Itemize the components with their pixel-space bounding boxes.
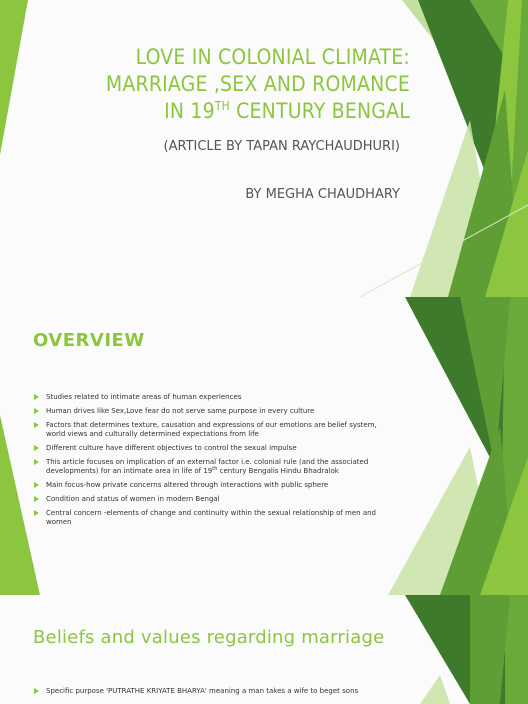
subtitle: (ARTICLE BY TAPAN RAYCHAUDHURI) — [163, 139, 400, 154]
bullet-arrow-icon — [34, 482, 39, 488]
section-heading: Beliefs and values regarding marriage — [33, 627, 385, 648]
list-item-text: Different culture have different objectives to control the sexual impulse — [46, 444, 297, 452]
list-item — [34, 509, 394, 527]
title-line: LOVE IN COLONIAL CLIMATE: — [135, 45, 410, 69]
overview-slide — [0, 297, 528, 595]
list-item-text: Main focus-how private concerns altered through interactions with public sphere — [46, 481, 329, 489]
bullet-arrow-icon — [34, 422, 39, 428]
list-item — [34, 421, 394, 439]
title-line3-prefix: IN 19 — [164, 99, 215, 123]
bullet-list — [34, 393, 394, 532]
bullet-arrow-icon — [34, 408, 39, 414]
section-heading: OVERVIEW — [33, 330, 145, 351]
bullet-arrow-icon — [34, 459, 39, 465]
bullet-arrow-icon — [34, 394, 39, 400]
title-slide — [0, 0, 528, 297]
bullet-arrow-icon — [34, 496, 39, 502]
title-line — [50, 98, 410, 125]
list-item — [34, 481, 394, 490]
list-item-text: Human drives like Sex,Love fear do not serve same purpose in every culture — [46, 407, 315, 415]
byline: BY MEGHA CHAUDHARY — [245, 187, 400, 202]
list-item — [34, 444, 394, 453]
title-line: MARRIAGE ,SEX AND ROMANCE — [105, 72, 410, 96]
bullet-arrow-icon — [34, 510, 39, 516]
list-item-text: This article focuses on implication of an external factor i.e. colonial rule (and the associated developments) for an intimate area in life of 19th century Bengalis Hindu Bhadralok — [46, 458, 369, 475]
title-superscript: TH — [214, 99, 230, 113]
list-item — [34, 495, 394, 504]
list-item-text: Central concern -elements of change and continuity within the sexual relationship of men and women — [46, 509, 376, 526]
title-line3-suffix: CENTURY BENGAL — [229, 99, 410, 123]
bullet-arrow-icon — [34, 688, 39, 694]
list-item-text: Studies related to intimate areas of human experiences — [46, 393, 242, 401]
page-title — [50, 44, 410, 125]
beliefs-slide — [0, 595, 528, 704]
list-item — [34, 458, 394, 476]
list-item-text: Factors that determines texture, causation and expressions of our emotions are belief system, world views and culturally determined expectations from life — [46, 421, 377, 438]
list-item-text: Condition and status of women in modern Bengal — [46, 495, 220, 503]
superscript: th — [212, 466, 218, 472]
list-item — [34, 687, 358, 696]
list-item-text: Specific purpose 'PUTRATHE KRIYATE BHARYA' meaning a man takes a wife to beget sons — [46, 687, 359, 695]
list-item — [34, 407, 394, 416]
list-item — [34, 393, 394, 402]
bullet-arrow-icon — [34, 445, 39, 451]
